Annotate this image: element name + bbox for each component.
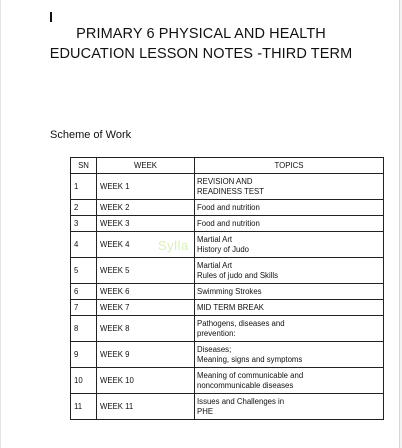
- cell-sn: 10: [71, 368, 97, 394]
- topic-line: Martial Art: [197, 234, 233, 244]
- cell-week: WEEK 10: [97, 368, 195, 394]
- cell-week: WEEK 4: [97, 232, 195, 258]
- cell-topic: [195, 174, 384, 200]
- table-row: [71, 174, 384, 200]
- cell-topic: [195, 200, 384, 216]
- topic-line: prevention:: [197, 328, 236, 338]
- cell-week: WEEK 11: [97, 394, 195, 420]
- cell-sn: 2: [71, 200, 97, 216]
- topic-line: READINESS TEST: [197, 186, 265, 196]
- topic-line: MID TERM BREAK: [197, 302, 265, 312]
- topic-line: Rules of judo and Skills: [197, 270, 279, 280]
- cell-sn: 9: [71, 342, 97, 368]
- cell-sn: 7: [71, 300, 97, 316]
- cell-week: WEEK 6: [97, 284, 195, 300]
- cell-week: WEEK 3: [97, 216, 195, 232]
- watermark-logo: Sylla: [158, 238, 189, 253]
- topic-line: Martial Art: [197, 260, 233, 270]
- table-row: [71, 232, 384, 258]
- section-heading: Scheme of Work: [50, 129, 132, 141]
- table-row: [71, 258, 384, 284]
- cell-week: WEEK 1: [97, 174, 195, 200]
- title-line-2: EDUCATION LESSON NOTES -THIRD TERM: [49, 46, 353, 62]
- cell-week: WEEK 9: [97, 342, 195, 368]
- table-row: [71, 394, 384, 420]
- title-line-1: PRIMARY 6 PHYSICAL AND HEALTH: [76, 26, 326, 42]
- cell-topic: [195, 232, 384, 258]
- cell-sn: 5: [71, 258, 97, 284]
- cell-sn: 3: [71, 216, 97, 232]
- page-title: [21, 24, 381, 64]
- table-row: [71, 316, 384, 342]
- topic-line: REVISION AND: [197, 176, 253, 186]
- topic-line: Meaning, signs and symptoms: [197, 354, 303, 364]
- topic-line: Pathogens, diseases and: [197, 318, 285, 328]
- cell-topic: [195, 216, 384, 232]
- topic-line: Food and nutrition: [197, 202, 260, 212]
- topic-line: Food and nutrition: [197, 218, 260, 228]
- table-body: [71, 174, 384, 420]
- topic-line: Issues and Challenges in: [197, 396, 285, 406]
- cell-topic: [195, 316, 384, 342]
- table-row: [71, 284, 384, 300]
- topic-line: Meaning of communicable and: [197, 370, 304, 380]
- cell-sn: 1: [71, 174, 97, 200]
- table-row: [71, 342, 384, 368]
- cell-week: WEEK 5: [97, 258, 195, 284]
- cell-week: WEEK 8: [97, 316, 195, 342]
- header-topics: TOPICS: [195, 158, 384, 174]
- text-cursor: [50, 12, 52, 22]
- cell-topic: [195, 342, 384, 368]
- table-row: [71, 368, 384, 394]
- table-row: [71, 216, 384, 232]
- cell-topic: [195, 258, 384, 284]
- topic-line: noncommunicable diseases: [197, 380, 294, 390]
- scheme-of-work-table: [70, 157, 384, 420]
- topic-line: History of Judo: [197, 244, 250, 254]
- table-row: [71, 200, 384, 216]
- header-week: WEEK: [97, 158, 195, 174]
- cell-topic: [195, 284, 384, 300]
- cell-sn: 4: [71, 232, 97, 258]
- cell-topic: [195, 368, 384, 394]
- table-row: [71, 300, 384, 316]
- cell-week: WEEK 7: [97, 300, 195, 316]
- cell-topic: [195, 394, 384, 420]
- cell-sn: 8: [71, 316, 97, 342]
- cell-week: WEEK 2: [97, 200, 195, 216]
- cell-sn: 6: [71, 284, 97, 300]
- topic-line: Swimming Strokes: [197, 286, 262, 296]
- cell-topic: [195, 300, 384, 316]
- topic-line: PHE: [197, 406, 214, 416]
- topic-line: Diseases;: [197, 344, 232, 354]
- header-sn: SN: [71, 158, 97, 174]
- table-header-row: [71, 158, 384, 174]
- cell-sn: 11: [71, 394, 97, 420]
